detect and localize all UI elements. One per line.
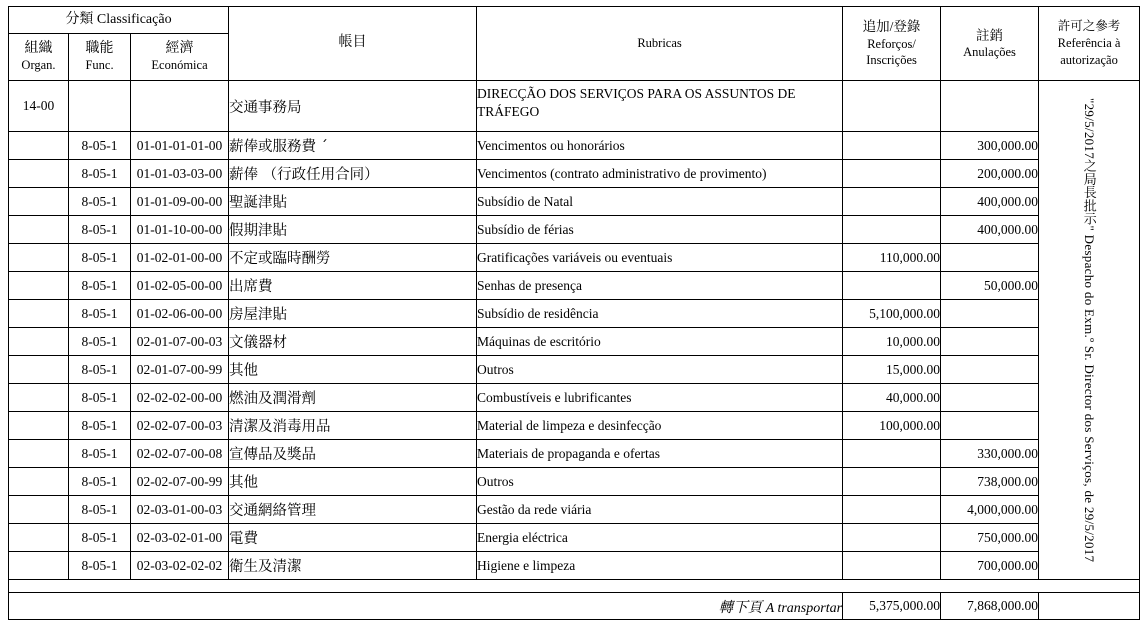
cell-organ: 14-00	[9, 81, 69, 132]
cell-reinforcement	[843, 188, 941, 216]
cell-func: 8-05-1	[69, 440, 131, 468]
cell-cancellation	[941, 328, 1039, 356]
cell-cancellation: 700,000.00	[941, 552, 1039, 580]
cell-rubrica-pt: Subsídio de residência	[477, 300, 843, 328]
cell-account-cn: 不定或臨時酬勞	[229, 244, 477, 272]
header-reinforcements-pt-1: Reforços/	[867, 37, 916, 52]
table-row	[9, 440, 1140, 468]
carry-forward-label-cn: 轉下頁	[718, 599, 763, 616]
authorization-note: "29/5/2017之局長批示" Despacho do Exm.º Sr. Director dos Serviços, de 29/5/2017	[1081, 97, 1097, 563]
cell-econ: 01-01-10-00-00	[131, 216, 229, 244]
header-econ-pt: Económica	[151, 57, 208, 72]
cell-econ: 01-01-03-03-00	[131, 160, 229, 188]
cell-reinforcement	[843, 81, 941, 132]
cell-organ	[9, 244, 69, 272]
cell-func: 8-05-1	[69, 328, 131, 356]
cell-econ: 01-02-01-00-00	[131, 244, 229, 272]
cell-func: 8-05-1	[69, 412, 131, 440]
header-econ-cn: 經濟	[165, 41, 194, 57]
cell-cancellation: 330,000.00	[941, 440, 1039, 468]
cell-reinforcement: 40,000.00	[843, 384, 941, 412]
cell-func: 8-05-1	[69, 496, 131, 524]
cell-cancellation	[941, 81, 1039, 132]
cell-reinforcement	[843, 468, 941, 496]
cell-account-cn: 其他	[229, 468, 477, 496]
cell-organ	[9, 496, 69, 524]
cell-econ: 02-02-07-00-08	[131, 440, 229, 468]
cell-rubrica-pt: Outros	[477, 468, 843, 496]
table-row	[9, 244, 1140, 272]
cell-cancellation	[941, 244, 1039, 272]
table-row	[9, 132, 1140, 160]
cell-cancellation: 300,000.00	[941, 132, 1039, 160]
cell-account-cn: 交通網絡管理	[229, 496, 477, 524]
cell-econ: 02-01-07-00-03	[131, 328, 229, 356]
cell-rubrica-pt: Vencimentos (contrato administrativo de provimento)	[477, 160, 843, 188]
table-row	[9, 328, 1140, 356]
table-row	[9, 272, 1140, 300]
cell-organ	[9, 328, 69, 356]
cell-econ	[131, 81, 229, 132]
cell-func: 8-05-1	[69, 272, 131, 300]
cell-econ: 02-03-02-02-02	[131, 552, 229, 580]
cell-organ	[9, 272, 69, 300]
header-organ	[9, 34, 69, 81]
cell-cancellation: 4,000,000.00	[941, 496, 1039, 524]
cell-organ	[9, 356, 69, 384]
header-func	[69, 34, 131, 81]
cell-rubrica-pt: Combustíveis e lubrificantes	[477, 384, 843, 412]
header-func-cn: 職能	[85, 41, 114, 57]
cell-func: 8-05-1	[69, 244, 131, 272]
cell-reinforcement: 15,000.00	[843, 356, 941, 384]
header-organ-cn: 組織	[24, 41, 53, 57]
cell-rubrica-pt: Material de limpeza e desinfecção	[477, 412, 843, 440]
cell-account-cn: 交通事務局	[229, 81, 477, 132]
cell-organ	[9, 132, 69, 160]
header-rubricas	[477, 7, 843, 81]
cell-econ: 01-01-09-00-00	[131, 188, 229, 216]
cell-reinforcement	[843, 216, 941, 244]
cell-account-cn: 房屋津貼	[229, 300, 477, 328]
cell-econ: 02-03-01-00-03	[131, 496, 229, 524]
cell-econ: 02-02-02-00-00	[131, 384, 229, 412]
cell-func: 8-05-1	[69, 160, 131, 188]
carry-forward-authorization-cell	[1039, 593, 1140, 620]
cell-account-cn: 文儀器材	[229, 328, 477, 356]
header-rubricas-label: Rubricas	[637, 36, 682, 51]
cell-organ	[9, 384, 69, 412]
cell-account-cn: 燃油及潤滑劑	[229, 384, 477, 412]
cell-cancellation: 750,000.00	[941, 524, 1039, 552]
table-row	[9, 81, 1140, 132]
cell-econ: 02-02-07-00-99	[131, 468, 229, 496]
cell-cancellation	[941, 412, 1039, 440]
cell-cancellation	[941, 356, 1039, 384]
spacer-cell	[9, 580, 1140, 593]
cell-account-cn: 薪俸或服務費 ˊ	[229, 132, 477, 160]
header-authorization-line-3: autorização	[1060, 52, 1118, 67]
cell-func: 8-05-1	[69, 384, 131, 412]
cell-rubrica-pt: Higiene e limpeza	[477, 552, 843, 580]
cell-func: 8-05-1	[69, 300, 131, 328]
cell-reinforcement	[843, 160, 941, 188]
cell-rubrica-pt: Subsídio de Natal	[477, 188, 843, 216]
cell-econ: 02-03-02-01-00	[131, 524, 229, 552]
table-row	[9, 468, 1140, 496]
carry-forward-label-pt: A transportar	[765, 600, 843, 616]
cell-cancellation: 400,000.00	[941, 188, 1039, 216]
header-authorization-line-1: 許可之參考	[1057, 19, 1121, 34]
header-classification-group: 分類 Classificação	[9, 7, 229, 34]
carry-forward-row	[9, 593, 1140, 620]
cell-func: 8-05-1	[69, 216, 131, 244]
cell-func	[69, 81, 131, 132]
table-row	[9, 496, 1140, 524]
cell-reinforcement: 5,100,000.00	[843, 300, 941, 328]
cell-cancellation	[941, 384, 1039, 412]
table-row	[9, 356, 1140, 384]
cell-func: 8-05-1	[69, 468, 131, 496]
cell-rubrica-pt: Subsídio de férias	[477, 216, 843, 244]
table-header-row-1	[9, 7, 1140, 34]
table-row	[9, 188, 1140, 216]
cell-reinforcement	[843, 496, 941, 524]
cell-cancellation: 50,000.00	[941, 272, 1039, 300]
cell-organ	[9, 216, 69, 244]
header-econ	[131, 34, 229, 81]
cell-organ	[9, 188, 69, 216]
cell-organ	[9, 552, 69, 580]
cell-cancellation	[941, 300, 1039, 328]
cell-organ	[9, 468, 69, 496]
cell-rubrica-pt: Gratificações variáveis ou eventuais	[477, 244, 843, 272]
cell-func: 8-05-1	[69, 552, 131, 580]
cell-rubrica-pt: Energia eléctrica	[477, 524, 843, 552]
table-row	[9, 160, 1140, 188]
cell-econ: 02-02-07-00-03	[131, 412, 229, 440]
cell-func: 8-05-1	[69, 188, 131, 216]
cell-account-cn: 聖誕津貼	[229, 188, 477, 216]
cell-func: 8-05-1	[69, 524, 131, 552]
table-row	[9, 216, 1140, 244]
table-spacer-row	[9, 580, 1140, 593]
cell-authorization	[1039, 81, 1140, 580]
cell-organ	[9, 412, 69, 440]
cell-reinforcement	[843, 440, 941, 468]
cell-organ	[9, 160, 69, 188]
cell-account-cn: 其他	[229, 356, 477, 384]
cell-rubrica-pt: Materiais de propaganda e ofertas	[477, 440, 843, 468]
carry-forward-reinforcement-total: 5,375,000.00	[843, 593, 941, 620]
cell-cancellation: 738,000.00	[941, 468, 1039, 496]
cell-account-cn: 薪俸 （行政任用合同）	[229, 160, 477, 188]
cell-rubrica-pt: Máquinas de escritório	[477, 328, 843, 356]
table-row	[9, 412, 1140, 440]
carry-forward-label	[9, 593, 843, 620]
cell-account-cn: 清潔及消毒用品	[229, 412, 477, 440]
cell-econ: 01-02-06-00-00	[131, 300, 229, 328]
cell-func: 8-05-1	[69, 356, 131, 384]
table-row	[9, 300, 1140, 328]
cell-func: 8-05-1	[69, 132, 131, 160]
header-cancellations-cn: 註銷	[976, 27, 1004, 43]
cell-rubrica-pt: Vencimentos ou honorários	[477, 132, 843, 160]
cell-reinforcement: 100,000.00	[843, 412, 941, 440]
header-reinforcements-pt-2: Inscrições	[866, 53, 917, 68]
cell-account-cn: 電費	[229, 524, 477, 552]
cell-econ: 01-02-05-00-00	[131, 272, 229, 300]
authorization-note-wrap	[1039, 95, 1139, 565]
cell-econ: 01-01-01-01-00	[131, 132, 229, 160]
header-authorization-line-2: Referência à	[1057, 36, 1121, 51]
cell-organ	[9, 300, 69, 328]
header-func-pt: Func.	[85, 57, 114, 72]
header-reinforcements-cn: 追加/登錄	[862, 19, 921, 35]
cell-reinforcement	[843, 552, 941, 580]
cell-reinforcement: 10,000.00	[843, 328, 941, 356]
carry-forward-cancellation-total: 7,868,000.00	[941, 593, 1039, 620]
header-organ-pt: Organ.	[21, 57, 56, 72]
table-row	[9, 552, 1140, 580]
cell-rubrica-pt: Outros	[477, 356, 843, 384]
header-cancellations-pt: Anulações	[963, 45, 1016, 60]
header-authorization	[1039, 7, 1140, 81]
cell-reinforcement: 110,000.00	[843, 244, 941, 272]
cell-organ	[9, 524, 69, 552]
cell-reinforcement	[843, 132, 941, 160]
header-cancellations	[941, 7, 1039, 81]
header-reinforcements	[843, 7, 941, 81]
header-account-cn	[229, 7, 477, 81]
cell-rubrica-pt: Senhas de presença	[477, 272, 843, 300]
table-row	[9, 384, 1140, 412]
budget-table	[8, 6, 1140, 620]
table-row	[9, 524, 1140, 552]
header-account-cn-label: 帳目	[338, 35, 367, 51]
cell-account-cn: 衛生及清潔	[229, 552, 477, 580]
cell-rubrica-pt: DIRECÇÃO DOS SERVIÇOS PARA OS ASSUNTOS DE TRÁFEGO	[477, 81, 843, 132]
cell-econ: 02-01-07-00-99	[131, 356, 229, 384]
cell-reinforcement	[843, 272, 941, 300]
cell-account-cn: 假期津貼	[229, 216, 477, 244]
cell-rubrica-pt: Gestão da rede viária	[477, 496, 843, 524]
cell-organ	[9, 440, 69, 468]
cell-cancellation: 200,000.00	[941, 160, 1039, 188]
cell-reinforcement	[843, 524, 941, 552]
cell-account-cn: 出席費	[229, 272, 477, 300]
cell-account-cn: 宣傳品及獎品	[229, 440, 477, 468]
cell-cancellation: 400,000.00	[941, 216, 1039, 244]
